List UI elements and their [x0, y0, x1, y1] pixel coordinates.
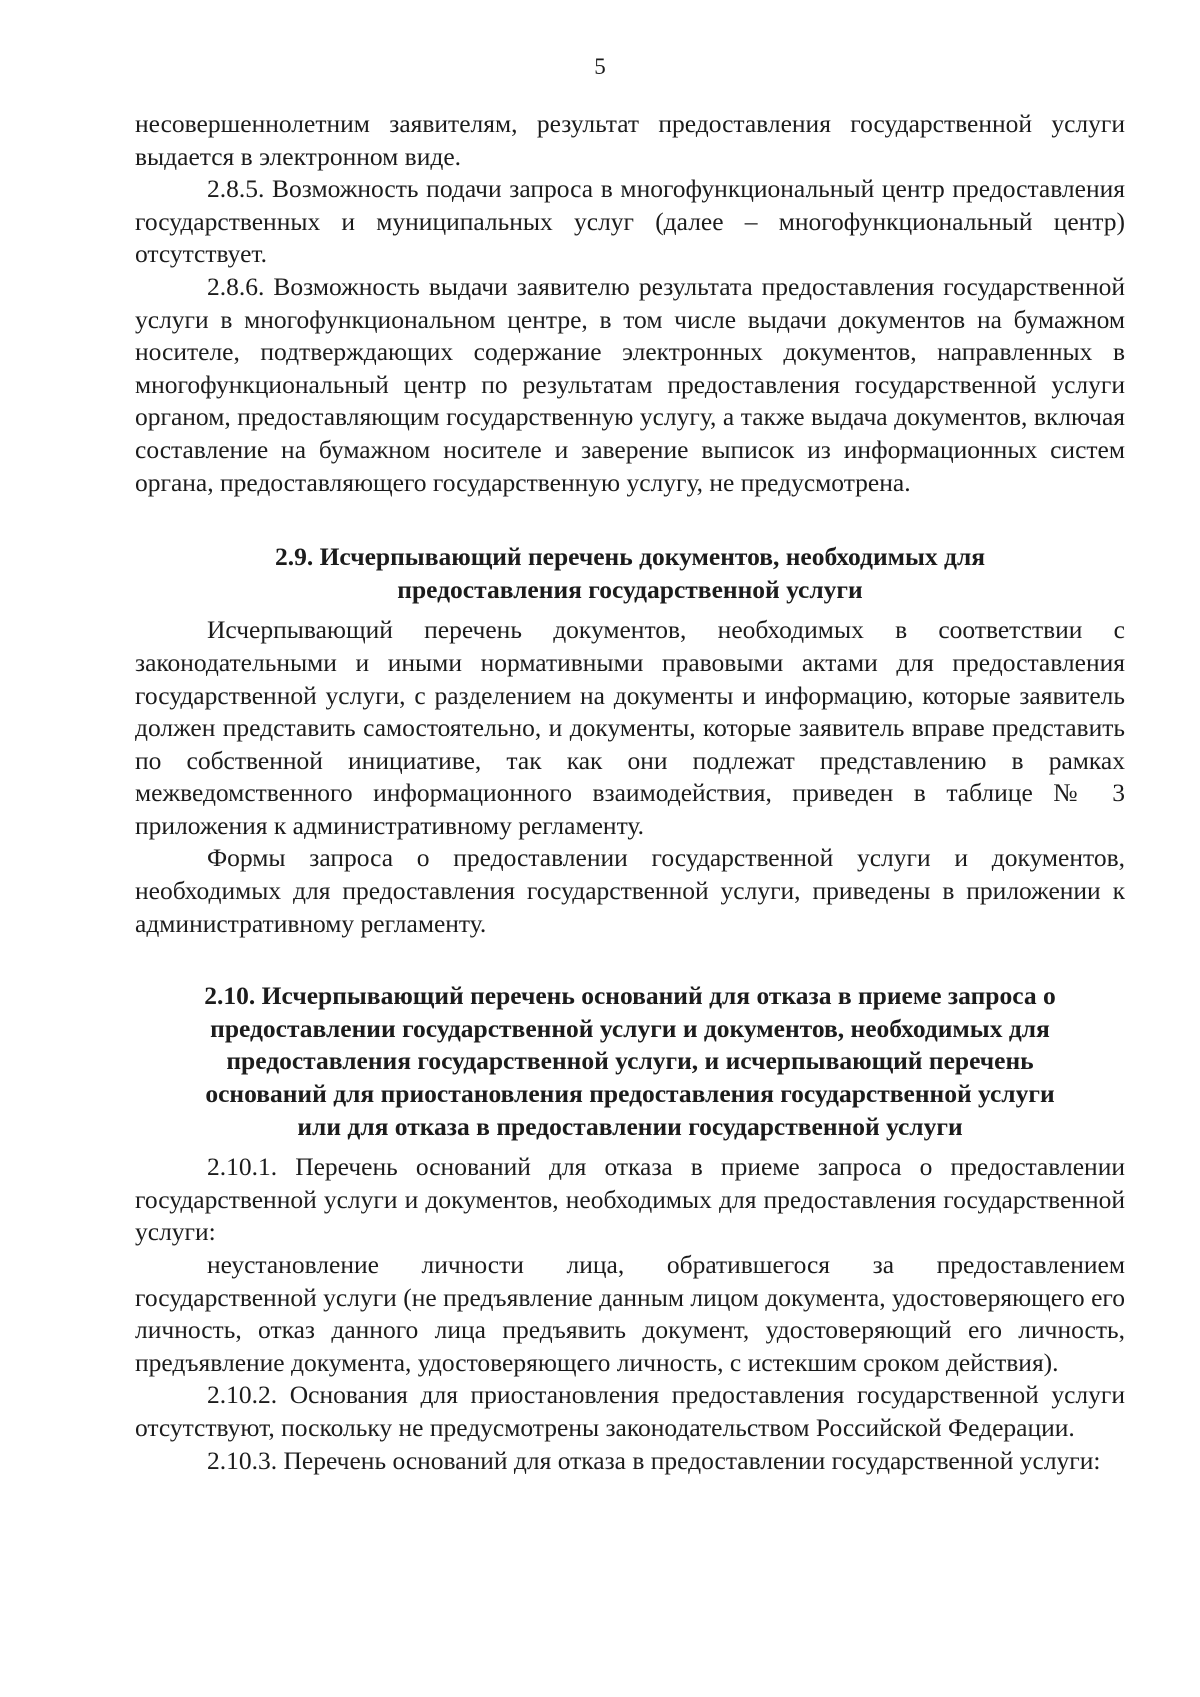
page-content	[135, 108, 1125, 1477]
heading-line: 2.10. Исчерпывающий перечень оснований для отказа в приеме запроса о	[204, 981, 1056, 1011]
paragraph-2-8-6: 2.8.6. Возможность выдачи заявителю результата предоставления государственной услуги в многофункциональном центре, в том числе выдачи документов на бумажном носителе, подтверждающих содержание электронных документов, направленных в многофункциональный центр по результатам предоставления государственной услуги органом, предоставляющим государственную услугу, а также выдача документов, включая составление на бумажном носителе и заверение выписок из информационных систем органа, предоставляющего государственную услугу, не предусмотрена.	[135, 271, 1125, 497]
section-heading-2-10	[135, 980, 1125, 1143]
page-number: 5	[594, 54, 606, 79]
paragraph-2-10-1-item: неустановление личности лица, обратившегося за предоставлением государственной услуги (не предъявление данным лицом документа, удостоверяющего его личность, отказ данного лица предъявить документ, удостоверяющий его личность, предъявление документа, удостоверяющего личность, с истекшим сроком действия).	[135, 1250, 1125, 1377]
heading-line: предоставлении государственной услуги и документов, необходимых для	[210, 1013, 1050, 1043]
paragraph-2-10-1: 2.10.1. Перечень оснований для отказа в приеме запроса о предоставлении государственной услуги и документов, необходимых для предоставления государственной услуги:	[135, 1152, 1125, 1247]
heading-line: или для отказа в предоставлении государственной услуги	[297, 1111, 963, 1141]
section-heading-2-9: 2.9. Исчерпывающий перечень документов, необходимых для предоставления государственной услуги	[274, 542, 986, 604]
paragraph-continuation: несовершеннолетним заявителям, результат предоставления государственной услуги выдается в электронном виде.	[135, 109, 1125, 171]
heading-line: предоставления государственной услуги, и исчерпывающий перечень	[226, 1046, 1034, 1076]
paragraph-2-8-5: 2.8.5. Возможность подачи запроса в многофункциональный центр предоставления государственных и муниципальных услуг (далее – многофункциональный центр) отсутствует.	[135, 174, 1125, 269]
paragraph-2-9-forms: Формы запроса о предоставлении государственной услуги и документов, необходимых для предоставления государственной услуги, приведены в приложении к административному регламенту.	[135, 843, 1125, 938]
paragraph-2-9-list: Исчерпывающий перечень документов, необходимых в соответствии с законодательными и иными нормативными правовыми актами для предоставления государственной услуги, с разделением на документы и информацию, которые заявитель должен представить самостоятельно, и документы, которые заявитель вправе представить по собственной инициативе, так как они подлежат представлению в рамках межведомственного информационного взаимодействия, приведен в таблице № 3 приложения к административному регламенту.	[135, 615, 1125, 840]
paragraph-2-10-3: 2.10.3. Перечень оснований для отказа в предоставлении государственной услуги:	[207, 1445, 1101, 1475]
heading-line: оснований для приостановления предоставления государственной услуги	[205, 1079, 1055, 1109]
paragraph-2-10-2: 2.10.2. Основания для приостановления предоставления государственной услуги отсутствуют, поскольку не предусмотрены законодательством Российской Федерации.	[135, 1380, 1125, 1442]
